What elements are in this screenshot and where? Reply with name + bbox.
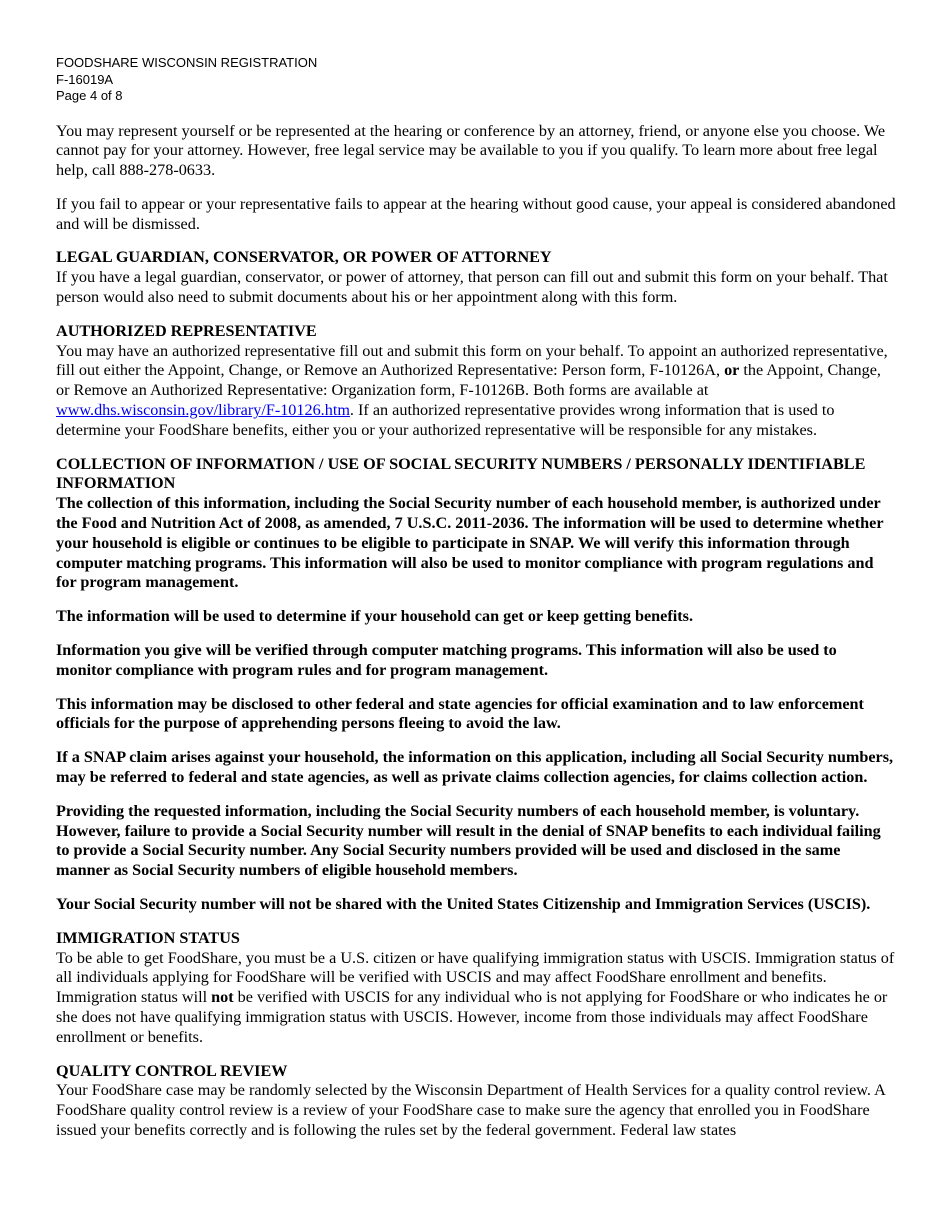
authorized-text-part-c: . If an authorized representative provides wrong information that is used to determine your FoodShare benefits, either you or your authorized representative will be responsible for any mistakes. <box>56 401 835 439</box>
form-header <box>56 55 896 105</box>
collection-paragraph-eligibility: The information will be used to determine if your household can get or keep getting benefits. <box>56 607 693 626</box>
collection-paragraph-disclosure: This information may be disclosed to other federal and state agencies for official examination and to law enforcement officials for the purpose of apprehending persons fleeing to avoid the law. <box>56 694 864 733</box>
representation-paragraph: You may represent yourself or be represented at the hearing or conference by an attorney, friend, or anyone else you choose. We cannot pay for your attorney. However, free legal service may be available to you if you qualify. To learn more about free legal help, call 888-278-0633. <box>56 121 886 180</box>
document-page <box>56 55 896 1141</box>
or-emphasis: or <box>724 361 740 380</box>
page-number: Page 4 of 8 <box>56 88 123 103</box>
guardian-heading: LEGAL GUARDIAN, CONSERVATOR, OR POWER OF ATTORNEY <box>56 248 552 267</box>
authorized-text-part-a: You may have an authorized representative fill out and submit this form on your behalf. To appoint an authorized representative, fill out either the Appoint, Change, or Remove an Authorized Representative: Person form, F-10126A, <box>56 341 888 380</box>
form-number: F-16019A <box>56 71 114 87</box>
collection-paragraph-verification: Information you give will be verified through computer matching programs. This information will also be used to monitor compliance with program rules and for program management. <box>56 641 837 679</box>
authorized-representative-heading: AUTHORIZED REPRESENTATIVE <box>56 321 317 340</box>
immigration-text-part-b: be verified with USCIS for any individual who is not applying for FoodShare or who indicates he or she does not have qualifying immigration status with USCIS. However, income from those individuals may affect FoodShare enrollment or benefits. <box>56 988 888 1046</box>
failure-to-appear-paragraph: If you fail to appear or your representative fails to appear at the hearing without good cause, your appeal is considered abandoned and will be dismissed. <box>56 194 896 233</box>
authorized-representative-text <box>56 342 896 441</box>
collection-paragraph-claims: If a SNAP claim arises against your household, the information on this application, including all Social Security numbers, may be referred to federal and state agencies, as well as private claims collection agencies, for claims collection action. <box>56 748 894 787</box>
immigration-status-section <box>56 929 896 1048</box>
not-emphasis: not <box>211 988 234 1007</box>
collection-of-information-section <box>56 455 896 915</box>
authorized-text-part-b: the Appoint, Change, or Remove an Authorized Representative: Organization form, F-10126B. Both forms are available at <box>56 361 881 400</box>
immigration-text-part-a: To be able to get FoodShare, you must be a U.S. citizen or have qualifying immigration status with USCIS. Immigration status of all individuals applying for FoodShare will be verified with USCIS and may affect FoodShare enrollment and benefits. Immigration status will <box>56 948 895 1007</box>
collection-paragraph-uscis: Your Social Security number will not be shared with the United States Citizenship and Immigration Services (USCIS). <box>56 895 871 913</box>
document-body <box>56 122 896 1141</box>
guardian-section <box>56 248 896 307</box>
collection-paragraph-voluntary: Providing the requested information, including the Social Security numbers of each household member, is voluntary. However, failure to provide a Social Security number will result in the denial of SNAP benefits to each individual failing to provide a Social Security number. Any Social Security numbers provided will be used and disclosed in the same manner as Social Security numbers of eligible household members. <box>56 801 881 880</box>
quality-control-heading: QUALITY CONTROL REVIEW <box>56 1061 288 1080</box>
immigration-text <box>56 949 896 1048</box>
f10126-library-link[interactable]: www.dhs.wisconsin.gov/library/F-10126.htm <box>56 401 350 420</box>
quality-control-section <box>56 1062 896 1141</box>
quality-control-text: Your FoodShare case may be randomly selected by the Wisconsin Department of Health Services for a quality control review. A FoodShare quality control review is a review of your FoodShare case to make sure the agency that enrolled you in FoodShare issued your benefits correctly and is following the rules set by the federal government. Federal law states <box>56 1081 885 1139</box>
collection-heading: COLLECTION OF INFORMATION / USE OF SOCIAL SECURITY NUMBERS / PERSONALLY IDENTIFIABLE INFORMATION <box>56 454 866 493</box>
immigration-heading: IMMIGRATION STATUS <box>56 928 240 947</box>
authorized-representative-section <box>56 322 896 441</box>
guardian-text: If you have a legal guardian, conservator, or power of attorney, that person can fill out and submit this form on your behalf. That person would also need to submit documents about his or her appointment along with this form. <box>56 268 888 307</box>
collection-paragraph-authority: The collection of this information, including the Social Security number of each household member, is authorized under the Food and Nutrition Act of 2008, as amended, 7 U.S.C. 2011-2036. The information will be used to determine whether your household is eligible or continues to be eligible to participate in SNAP. We will verify this information through computer matching programs. This information will also be used to monitor compliance with program regulations and for program management. <box>56 494 884 592</box>
form-title: FOODSHARE WISCONSIN REGISTRATION <box>56 55 318 70</box>
